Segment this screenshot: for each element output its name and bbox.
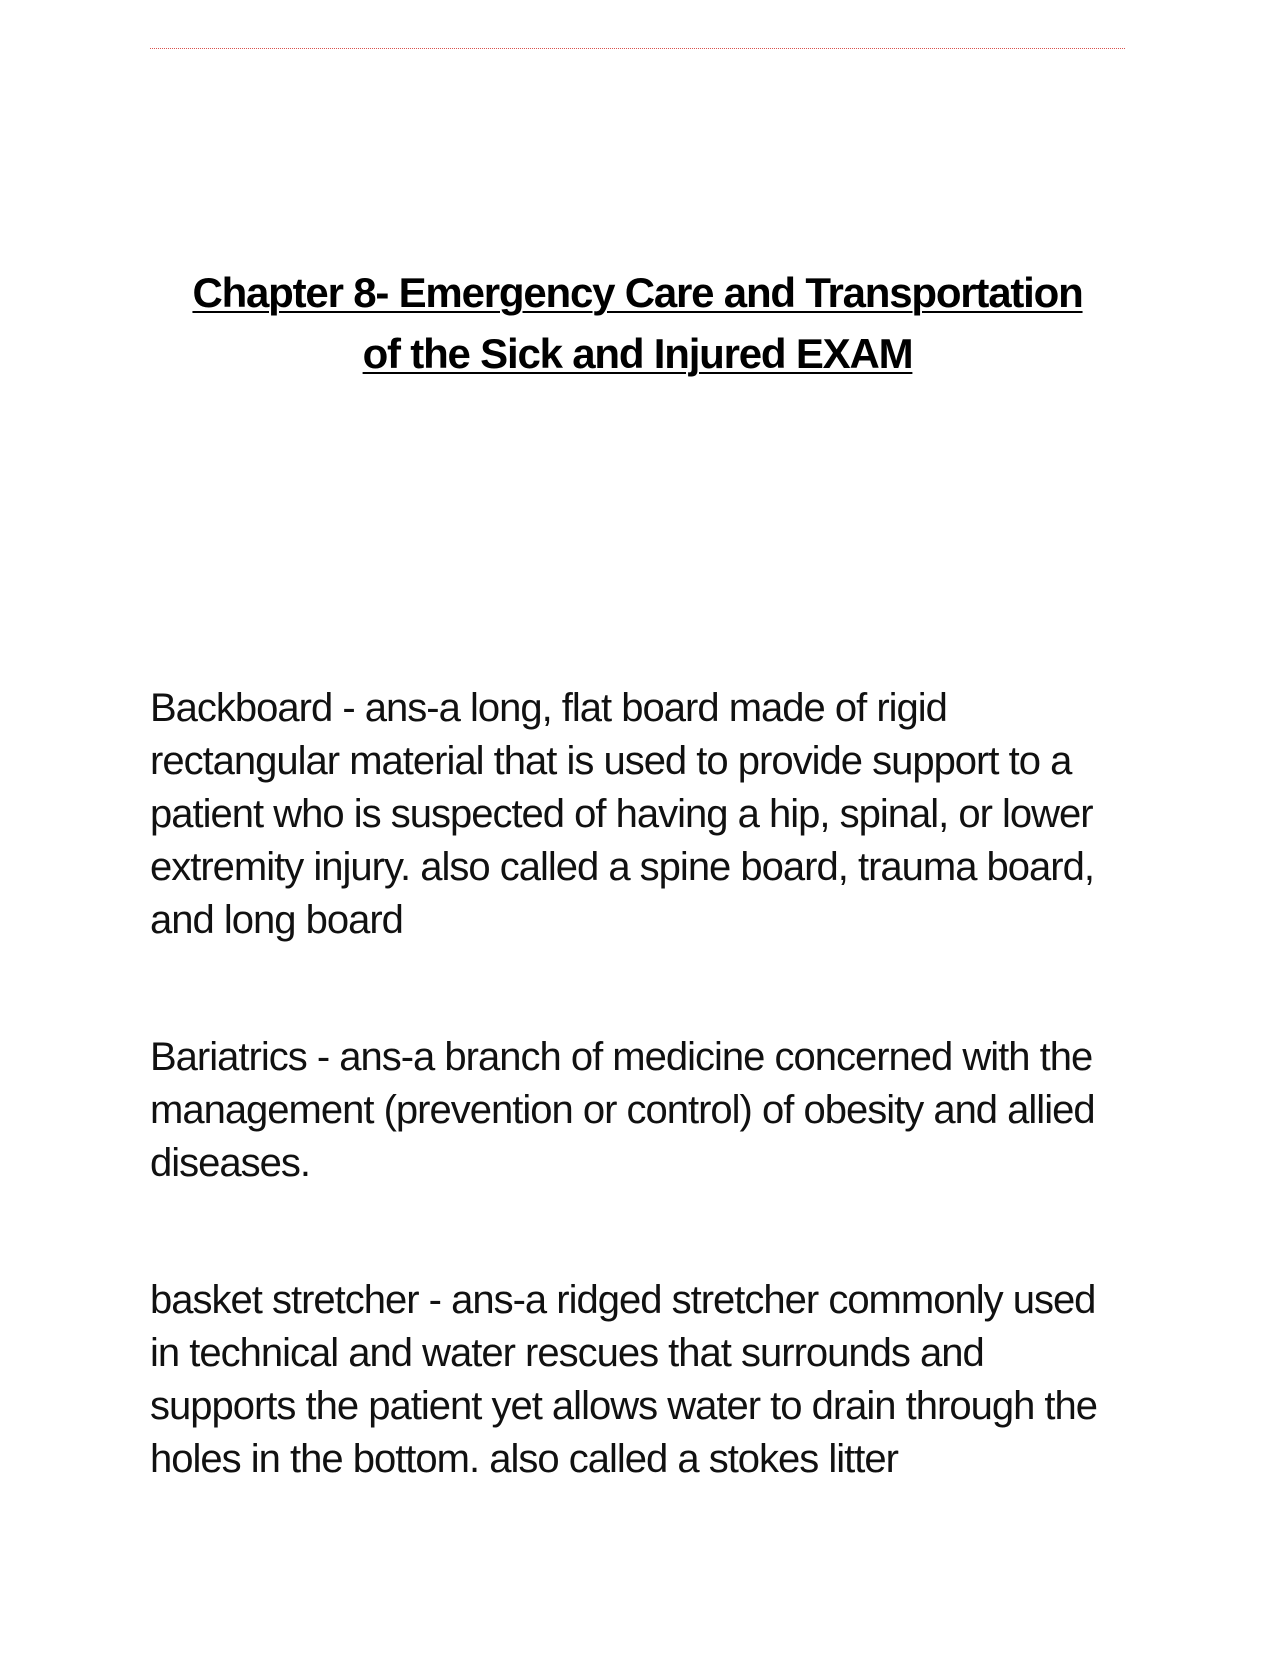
title-line-2: of the Sick and Injured EXAM bbox=[362, 330, 913, 377]
title-line-1: Chapter 8- Emergency Care and Transportation bbox=[192, 269, 1083, 316]
header-dotted-rule bbox=[150, 48, 1125, 49]
definition-bariatrics: Bariatrics - ans-a branch of medicine concerned with the management (prevention or control) of obesity and allied diseases. bbox=[150, 1035, 1095, 1185]
definition-basket-stretcher: basket stretcher - ans-a ridged stretcher commonly used in technical and water rescues that surrounds and supports the patient yet allows water to drain through the holes in the bottom. also called a stokes litter bbox=[150, 1278, 1098, 1481]
definition-list bbox=[150, 682, 1125, 1570]
definition-backboard: Backboard - ans-a long, flat board made of rigid rectangular material that is used to provide support to a patient who is suspected of having a hip, spinal, or lower extremity injury. also called a spine board, trauma board, and long board bbox=[150, 686, 1094, 942]
document-title bbox=[150, 262, 1125, 384]
